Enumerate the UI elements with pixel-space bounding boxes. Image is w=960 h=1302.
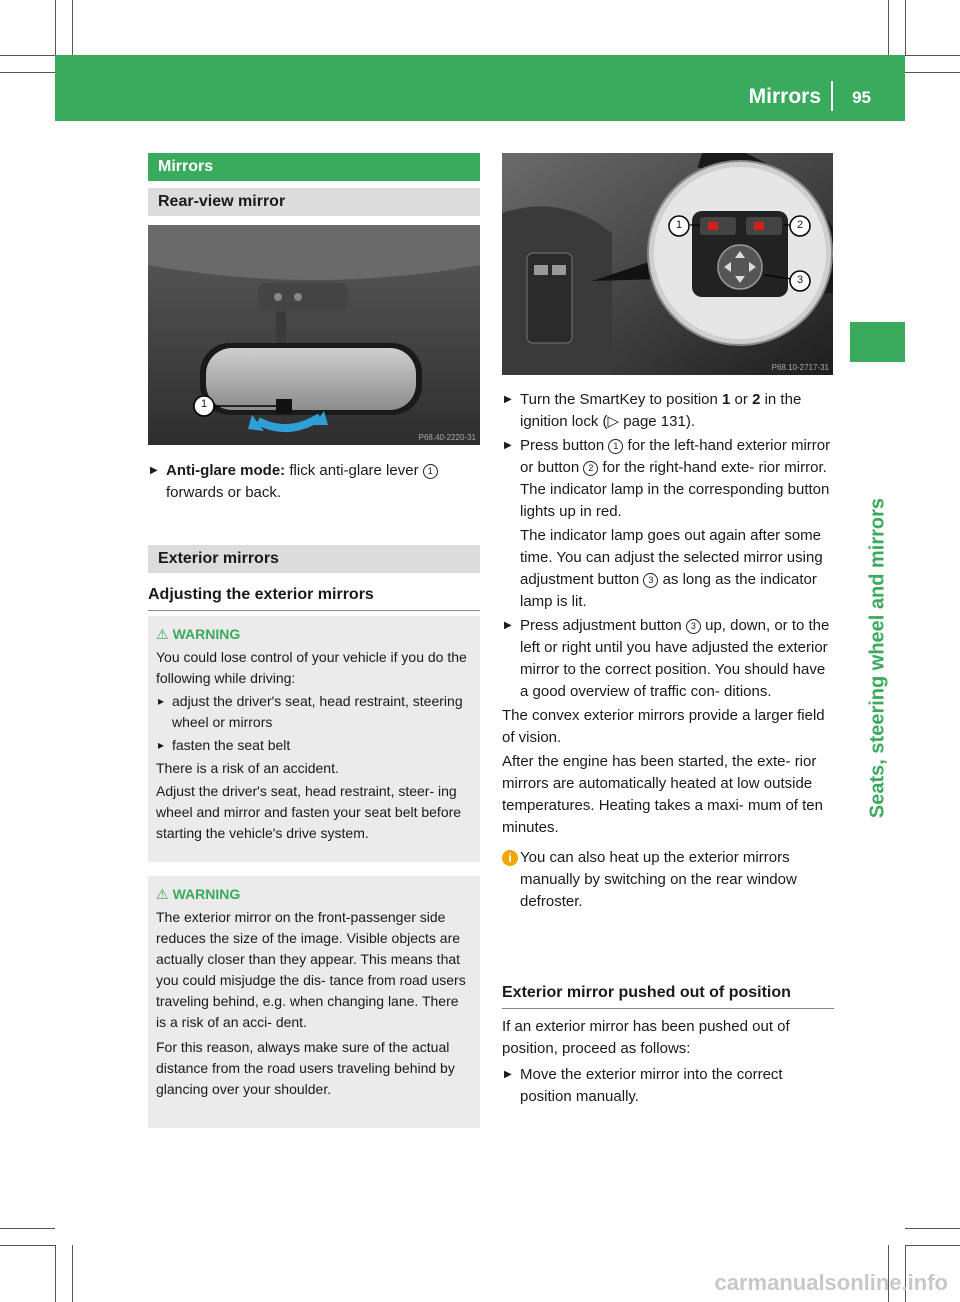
section-title-mirrors: Mirrors [148, 153, 480, 181]
anti-glare-text: flick anti-glare lever [285, 462, 423, 479]
warning-paragraph-2: For this reason, always make sure of the actual distance from the road users traveling behind by glancing over your shoulder. [156, 1039, 455, 1097]
crop-mark [905, 55, 960, 56]
step-press-button: ▶ Press button 1 for the left-hand exterior mirror or button 2 for the right-hand exte- rior mirror. [502, 435, 834, 479]
rear-view-mirror-illustration [148, 225, 480, 445]
page-number: 95 [852, 88, 871, 107]
header-divider [831, 81, 833, 111]
warning-intro: You could lose control of your vehicle if you do the following while driving: [156, 649, 467, 686]
warning-bullet-1: ▸ adjust the driver's seat, head restraint, steering wheel or mirrors [156, 691, 472, 733]
warning-paragraph-1: The exterior mirror on the front-passenger side reduces the size of the image. Visible objects are actually closer than they appear. This means that you could misjudge the dis- tance from road users traveling behind, e.g. when changing lane. There is a risk of an acci- dent. [156, 909, 466, 1030]
callout-1: 1 [675, 219, 683, 231]
crop-mark [905, 0, 906, 55]
paragraph-pushed-out: If an exterior mirror has been pushed out of position, proceed as follows: [502, 1018, 790, 1057]
warning-box-2 [148, 876, 480, 1128]
crop-mark [0, 72, 55, 73]
step-move-mirror: ▶ Move the exterior mirror into the correct position manually. [502, 1064, 834, 1108]
chapter-tab-marker [850, 322, 905, 362]
crop-mark [905, 1228, 960, 1229]
callout-1: 1 [200, 398, 208, 410]
warning-title: WARNING [172, 626, 241, 642]
callout-3: 3 [796, 274, 804, 286]
image-code: P68.10-2717-31 [771, 363, 829, 372]
info-icon: i [502, 850, 518, 866]
info-note: i You can also heat up the exterior mirrors manually by switching on the rear window defroster. [502, 847, 834, 913]
crop-mark [905, 1245, 960, 1246]
warning-box-1 [148, 616, 480, 862]
heading-adjusting-exterior-mirrors: Adjusting the exterior mirrors [148, 586, 480, 611]
crop-mark [0, 55, 55, 56]
mirror-adjustment-illustration [502, 153, 833, 375]
warning-triangle-icon: ⚠ [156, 886, 169, 902]
callout-ref-2: 2 [583, 461, 598, 476]
warning-advice: Adjust the driver's seat, head restraint, steer- ing wheel and mirror and fasten your seat belt before starting the vehicle's drive system. [156, 783, 462, 841]
warning-bullet-2: ▸ fasten the seat belt [156, 735, 472, 756]
image-code: P68.40-2220-31 [418, 433, 476, 442]
rear-view-mirror-photo [148, 225, 480, 445]
crop-mark [55, 1245, 56, 1302]
step-press-button-note-1: The indicator lamp in the corresponding button lights up in red. [520, 481, 830, 520]
anti-glare-text-2: forwards or back. [166, 484, 282, 501]
mirror-switch-photo [502, 153, 833, 375]
step-turn-smartkey: ▶ Turn the SmartKey to position 1 or 2 in the ignition lock (▷ page 131). [502, 389, 834, 433]
callout-ref-3: 3 [686, 619, 701, 634]
warning-risk: There is a risk of an accident. [156, 760, 339, 776]
callout-ref-3: 3 [643, 573, 658, 588]
warning-title: WARNING [172, 886, 241, 902]
chapter-tab-label: Seats, steering wheel and mirrors [866, 497, 889, 819]
subsection-rear-view-mirror: Rear-view mirror [148, 188, 480, 216]
page-ref-arrow-icon: ▷ [607, 413, 620, 430]
header-section-title: Mirrors [748, 85, 821, 108]
crop-mark [905, 72, 960, 73]
instruction-anti-glare [148, 460, 498, 504]
page-header [55, 55, 905, 121]
warning-triangle-icon: ⚠ [156, 626, 169, 642]
crop-mark [888, 0, 889, 55]
paragraph-heated-mirrors: After the engine has been started, the exte- rior mirrors are automatically heated at low outside temperatures. Heating takes a maxi- mum of ten minutes. [502, 753, 823, 836]
right-column-text [502, 389, 834, 913]
step-press-button-note-2: The indicator lamp goes out again after some time. You can adjust the selected mirror using adjustment button 3 as long as the indicator lamp is lit. [520, 527, 823, 610]
paragraph-convex-mirrors: The convex exterior mirrors provide a larger field of vision. [502, 707, 825, 746]
crop-mark [72, 1245, 73, 1302]
crop-mark [72, 0, 73, 55]
crop-mark [0, 1245, 55, 1246]
step-adjust: ▶ Press adjustment button 3 up, down, or to the left or right until you have adjusted the exterior mirror to the correct position. You should have a good overview of traffic con- ditions. [502, 615, 834, 703]
subsection-exterior-mirrors: Exterior mirrors [148, 545, 480, 573]
callout-2: 2 [796, 219, 804, 231]
page-ref-link[interactable]: page 131). [619, 413, 695, 430]
watermark: carmanualsonline.info [714, 1270, 948, 1295]
heading-mirror-pushed-out: Exterior mirror pushed out of position [502, 984, 834, 1009]
callout-ref-1: 1 [423, 464, 438, 479]
pushed-out-section [502, 1016, 834, 1108]
anti-glare-label: Anti-glare mode: [166, 462, 286, 479]
crop-mark [0, 1228, 55, 1229]
callout-ref-1: 1 [608, 439, 623, 454]
crop-mark [55, 0, 56, 55]
